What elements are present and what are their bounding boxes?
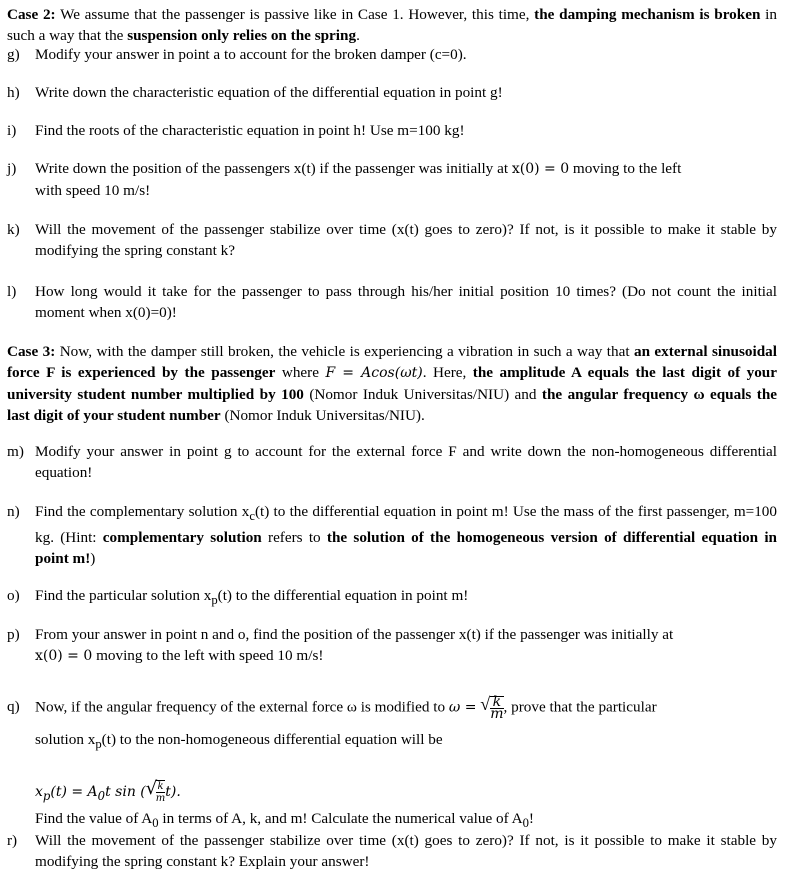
case3-paragraph: Case 3: Now, with the damper still broken, the vehicle is experiencing a vibration in such a way that an external sinusoidal force F is experienced by the passenger where F = Acos(ωt). Here, the amplitude A equals the last digit of your university student number multiplied by 100 (Nomor Induk Universitas/NIU) and the angular frequency ω equals the last digit of your student number (Nomor Induk Universitas/NIU). bbox=[7, 343, 778, 424]
sqrt-k-over-m: √ $\frac{k}{m}$ bbox=[480, 694, 504, 722]
case2-title: Case 2: bbox=[7, 6, 56, 23]
case3-title: Case 3: bbox=[7, 343, 56, 360]
case2-paragraph: Case 2: We assume that the passenger is passive like in Case 1. However, this time, the damping mechanism is broken in such a way that the suspension only relies on the spring. bbox=[7, 6, 777, 44]
document-page: Case 2: We assume that the passenger is passive like in Case 1. However, this time, the damping mechanism is broken in such a way that the suspension only relies on the spring. g) Modify your answer in point a to account for the broken damper (c=0). h) Write down the characteristic equation of the differential equation in point g! i) Find the roots of the characteristic equation in point h! Use m=100 kg! j) Write down the position of the passengers x(t) if the passenger was initially at x(0) = 0 moving to the left with speed 10 m/s! k) Will the movement of the passenger stabilize over time (x(t) goes to zero)? If not, is it possible to make it stable by modifying the spring constant k? l) How long would it take for the passenger to pass through his/her initial position 10 times? (Do not count the initial moment when x(0)=0)! Case 3: Now, with the damper still broken, the vehicle is experiencing a vibration in such a way that an external sinusoidal force F is experienced by the passenger where F = Acos(ωt). Here, the amplitude A equals the last digit of your university student number multiplied by 100 (Nomor Induk Universitas/NIU) and the angular frequency ω equals the last digit of your student number (Nomor Induk Universitas/NIU). m) Modify your answer in point g to account for the external force F and write down the non-homogeneous differential equation! n) Find the complementary solution $x_c(t)$ to the differential equation in point m! Use the mass of the first passenger, m=100 kg. (Hint: complementary solution refers to the solution of the homogeneous version of differential equation in point m!) o) Find the particular solution $x_p(t)$ to the differential equation in point m! p) From your answer in point n and o, find the position of the passenger x(t) if the passenger was initially at x(0) = 0 moving to the left with speed 10 m/s! q) Now, if the angular frequency of the external force ω is modified to ω = √ $\frac{k}{m}$ , prove that the particular solution $x_p(t)$ to the non-homogeneous differential equation will be $x_p(t) = A_0t$ sin ( √ $\frac{k}{m}$ t). Find the value of $A_0$ in terms of A, k, and m! Calculate the numerical value of $A_0$! r) Will the movement of the passenger stabilize over time (x(t) goes to zero)? If not, is it possible to make it stable by modifying the spring constant k? Explain your answer! bbox=[7, 6, 778, 870]
